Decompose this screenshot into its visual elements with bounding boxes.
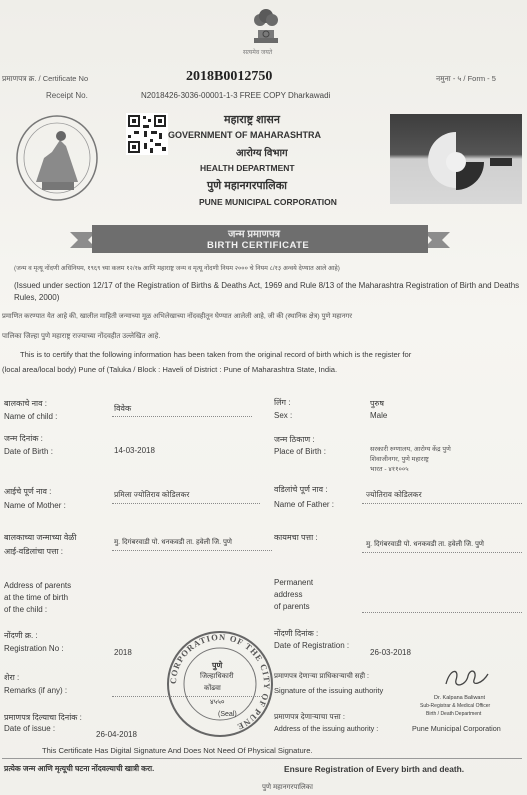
preamble-line-2: (Issued under section 12/17 of the Registration of Births & Deaths Act, 1969 and Rule 8/13 of the Maharashtra Registration of Birth and Deaths Rules, 2000) — [14, 281, 520, 302]
issue-date-label-en: Date of issue : — [4, 724, 56, 733]
seal-center-2: जिल्हाधिकारी — [200, 673, 234, 680]
addr-perm-value: मु. दिगंबरवाडी पो. धनकवडी ता. हवेली जि. पुणे — [366, 541, 484, 548]
certificate-no-label: प्रमाणपत्र क्र. / Certificate No — [2, 74, 89, 83]
father-label-en: Name of Father : — [274, 500, 335, 509]
digital-signature-note: This Certificate Has Digital Signature And Does Not Need Of Physical Signature. — [42, 746, 313, 755]
addr-birth-label-mr-2: आई-वडिलांचा पत्ता : — [4, 547, 64, 556]
addr-parents-label-1: Address of parents — [4, 581, 72, 590]
addr-birth-label-mr: बालकाच्या जन्माच्या वेळी — [4, 533, 77, 542]
title-marathi: जन्म प्रमाणपत्र — [228, 229, 281, 240]
seal-word: (Seal) — [218, 711, 237, 718]
preamble-line-3: प्रमाणित करण्यात येत आहे की, खालील माहिती जन्माच्या मूळ अभिलेखाच्या नोंदवहीतून घेण्यात आलेली आहे, जी की (स्थानिक क्षेत्र) पुणे महानगर — [2, 313, 353, 320]
form-label: नमुना - ५ / Form - 5 — [436, 74, 496, 83]
mother-name-value: प्रमिला ज्योतिराव कोडिलकर — [114, 490, 190, 499]
addr-parents-label-3: of the child : — [4, 605, 48, 614]
issuer-addr-value: Pune Municipal Corporation — [412, 724, 501, 733]
emblem-caption: सत्यमेव जयते — [243, 50, 273, 56]
perm-addr-label-1: Permanent — [274, 578, 314, 587]
signatory-title-2: Birth / Death Department — [426, 711, 482, 717]
preamble-line-5: This is to certify that the following information has been taken from the original record of birth which is the register for — [20, 350, 412, 359]
child-name-value: विवेक — [114, 404, 132, 413]
addr-perm-label-mr: कायमचा पत्ता : — [274, 533, 318, 542]
pob-value-line-1: सरकारी रुग्णालय, आरोग्य केंद्र पुणे — [370, 446, 451, 453]
slogan-english: Ensure Registration of Every birth and death. — [284, 764, 465, 774]
sign-label-mr: प्रमाणपत्र देणाऱ्या प्राधिकाऱ्याची सही : — [274, 673, 369, 680]
govt-marathi: महाराष्ट्र शासन — [224, 114, 280, 126]
seal-ring-text: CORPORATION OF THE CITY OF PUNE — [167, 631, 273, 733]
slogan-marathi: प्रत्येक जन्म आणि मृत्यूची घटना नोंदवल्याची खात्री करा. — [4, 764, 155, 773]
reg-date-label-en: Date of Registration : — [274, 641, 350, 650]
preamble-line-1: (जन्म व मृत्यू नोंदणी अधिनियम, १९६९ च्या कलम १२/१७ आणि महाराष्ट्र जन्म व मृत्यू नोंदणी नियम २००० चे नियम ८/१३ अन्वये देण्यात आले आहे) — [14, 265, 340, 272]
maharashtra-emblem-icon — [14, 112, 100, 202]
addr-parents-label-2: at the time of birth — [4, 593, 69, 602]
name-label-en: Name of child : — [4, 412, 58, 421]
name-label-mr: बालकाचे नाव : — [4, 399, 47, 408]
receipt-no-value: N2018426-3036-00001-1-3 FREE COPY Dharkawadi — [141, 91, 331, 100]
govt-english: GOVERNMENT OF MAHARASHTRA — [168, 130, 321, 140]
pob-label-en: Place of Birth : — [274, 447, 327, 456]
dept-marathi: आरोग्य विभाग — [236, 148, 288, 159]
addr-birth-value: मु. दिगंबरवाडी पो. धनकवडी ता. हवेली जि. पुणे — [114, 539, 232, 546]
sex-value-en: Male — [370, 411, 388, 420]
sex-label-mr: लिंग : — [274, 398, 291, 407]
pob-label-mr: जन्म ठिकाण : — [274, 435, 315, 444]
dept-english: HEALTH DEPARTMENT — [200, 163, 295, 173]
remarks-label-mr: शेरा : — [4, 673, 20, 682]
national-emblem-icon — [248, 2, 284, 48]
dob-value: 14-03-2018 — [114, 446, 155, 455]
mother-label-en: Name of Mother : — [4, 501, 66, 510]
sex-value-mr: पुरुष — [370, 399, 384, 408]
sign-label-en: Signature of the issuing authority — [274, 686, 384, 695]
corp-marathi: पुणे महानगरपालिका — [207, 180, 288, 192]
father-label-mr: वडिलांचे पूर्ण नाव : — [274, 485, 328, 494]
sex-label-en: Sex : — [274, 411, 293, 420]
reg-date-label-mr: नोंदणी दिनांक : — [274, 629, 319, 638]
pob-value-line-3: भारत - ४११००५ — [370, 466, 409, 473]
certificate-no-value: 2018B0012750 — [186, 69, 273, 84]
footer-corporation: पुणे महानगरपालिका — [262, 784, 313, 791]
issue-date-value: 26-04-2018 — [96, 730, 137, 739]
signatory-name: Dr. Kalpana Baliwant — [434, 695, 486, 701]
corp-english: PUNE MUNICIPAL CORPORATION — [199, 197, 337, 207]
issuer-addr-label-mr: प्रमाणपत्र देणाऱ्याचा पत्ता : — [274, 712, 345, 721]
reg-no-value: 2018 — [114, 648, 132, 657]
receipt-no-label: Receipt No. — [46, 91, 88, 100]
issue-date-label-mr: प्रमाणपत्र दिल्याचा दिनांक : — [4, 713, 82, 722]
qr-code-icon — [126, 113, 168, 155]
preamble-line-4: पालिका जिल्हा पुणे महाराष्ट्र राज्याच्या नोंदवहीत उल्लेखित आहे. — [2, 333, 161, 340]
signatory-title-1: Sub-Registrar & Medical Officer — [420, 703, 491, 709]
signature-mark — [442, 664, 492, 692]
corporation-logo-icon — [390, 114, 522, 204]
preamble-line-6: (local area/local body) Pune of (Taluka / Block : Haveli of District : Pune of Maharashtra State, India. — [2, 365, 338, 374]
dob-label-mr: जन्म दिनांक : — [4, 434, 43, 443]
remarks-label-en: Remarks (if any) : — [4, 686, 68, 695]
dob-label-en: Date of Birth : — [4, 447, 53, 456]
title-english: BIRTH CERTIFICATE — [207, 240, 310, 251]
perm-addr-label-2: address — [274, 590, 303, 599]
father-name-value: ज्योतिराव कोडिलकर — [366, 490, 422, 499]
reg-no-label-mr: नोंदणी क्र. : — [4, 631, 38, 640]
reg-date-value: 26-03-2018 — [370, 648, 411, 657]
issuer-addr-label-en: Address of the issuing authority : — [274, 724, 379, 733]
seal-center-3: कोंढवा — [204, 685, 221, 692]
perm-addr-label-3: of parents — [274, 602, 310, 611]
mother-label-mr: आईचे पूर्ण नाव : — [4, 487, 52, 496]
seal-number: ४५५० — [210, 699, 225, 706]
seal-center-1: पुणे — [212, 661, 223, 670]
pob-value-line-2: शिवाजीनगर, पुणे महाराष्ट्र — [370, 456, 429, 463]
reg-no-label-en: Registration No : — [4, 644, 64, 653]
